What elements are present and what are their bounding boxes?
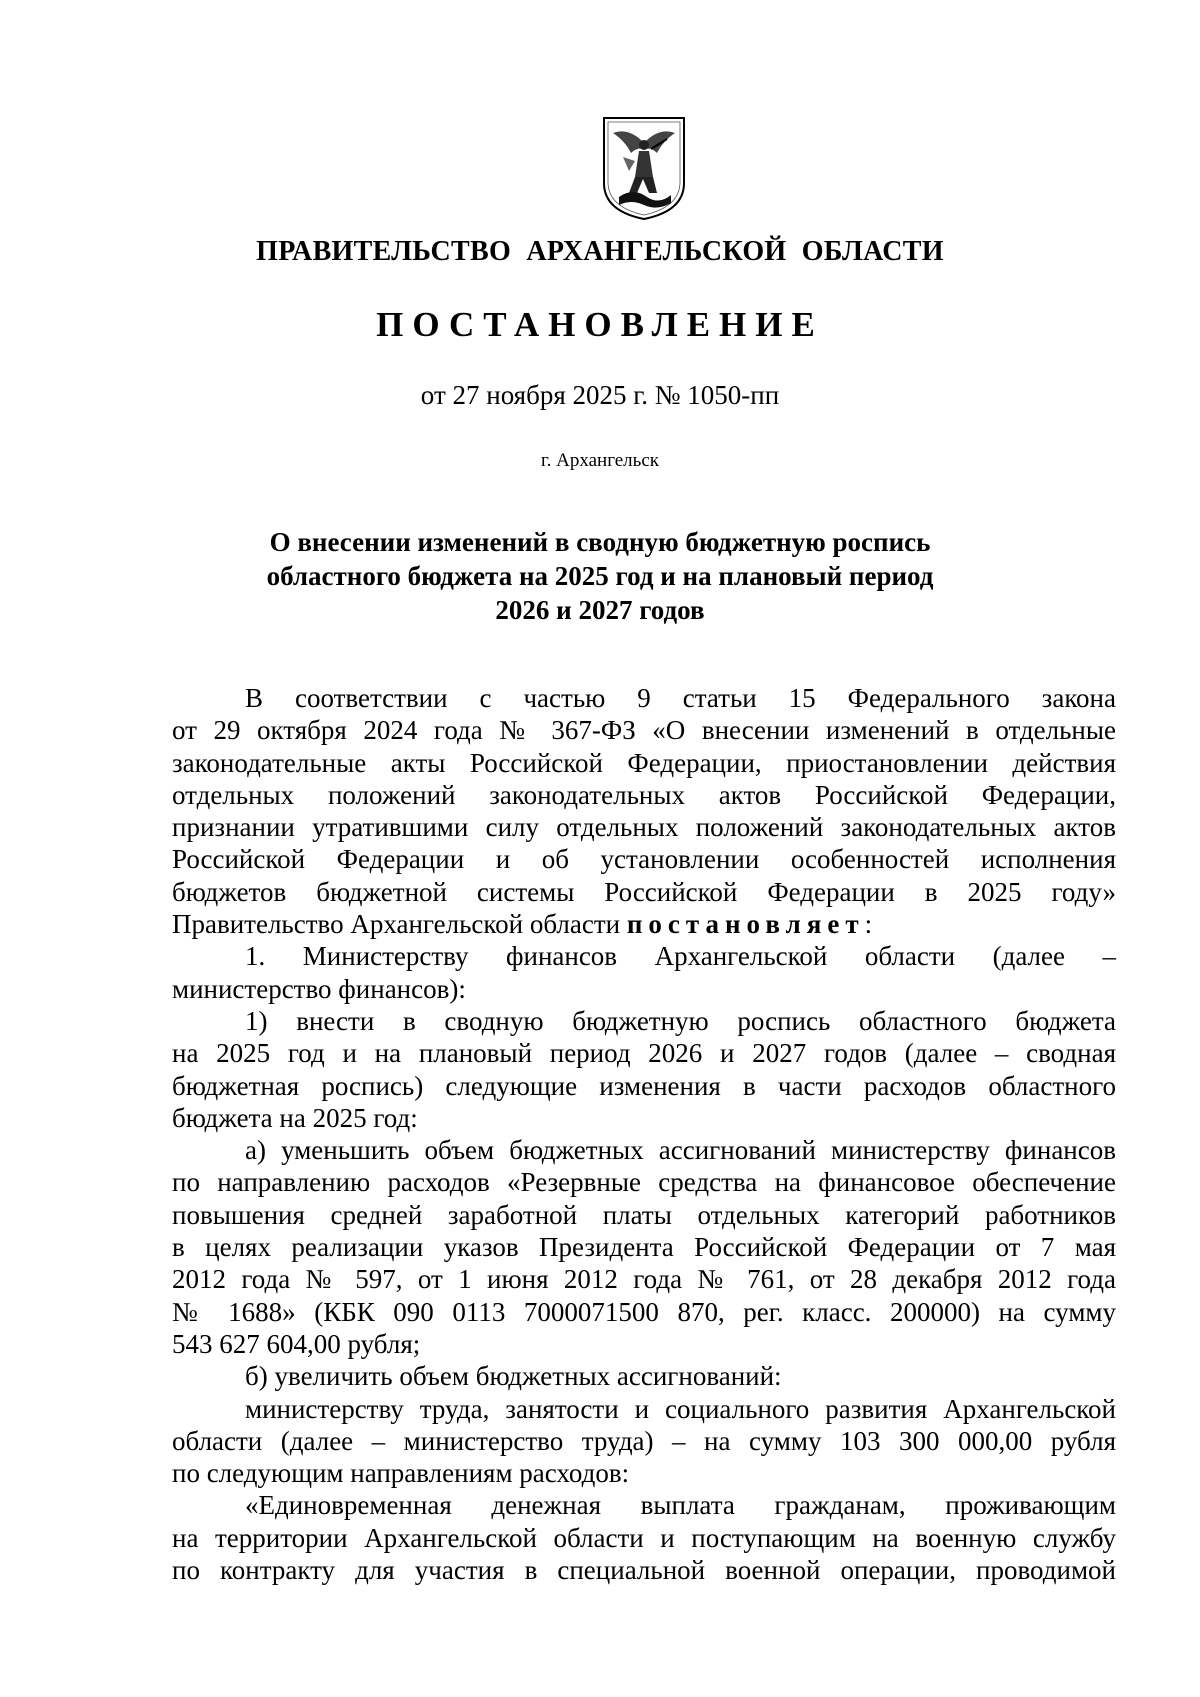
body-line: министерство финансов): [172, 973, 466, 1004]
body-line-text: Правительство Архангельской области [172, 909, 621, 940]
title-line: областного бюджета на 2025 год и на плановый период [266, 561, 934, 591]
document-body [172, 682, 1116, 1586]
organization-name: ПРАВИТЕЛЬСТВО АРХАНГЕЛЬСКОЙ ОБЛАСТИ [256, 236, 944, 267]
body-line: 1. Министерству финансов Архангельской области (далее – [245, 941, 1116, 972]
body-line: № 1688» (КБК 090 0113 7000071500 870, рег. класс. 200000) на сумму [172, 1296, 1116, 1327]
body-line: а) уменьшить объем бюджетных ассигнований министерству финансов [245, 1135, 1116, 1166]
body-line: по контракту для участия в специальной военной операции, проводимой [172, 1555, 1116, 1586]
document-title [0, 525, 1200, 627]
body-line: по направлению расходов «Резервные средства на финансовое обеспечение [172, 1167, 1116, 1198]
document-type: ПОСТАНОВЛЕНИЕ [376, 305, 824, 344]
body-line: В соответствии с частью 9 статьи 15 Федерального закона [245, 683, 1116, 713]
body-line: министерству труда, занятости и социального развития Архангельской [245, 1393, 1116, 1424]
archangel-coat-of-arms-icon [599, 113, 689, 223]
body-line-decree [172, 908, 1116, 940]
body-line: от 29 октября 2024 года № 367-ФЗ «О внесении изменений в отдельные [172, 715, 1116, 746]
body-line: бюджетов бюджетной системы Российской Федерации в 2025 году» [172, 876, 1116, 907]
body-line: законодательные акты Российской Федерации, приостановлении действия [172, 747, 1116, 778]
body-line: на 2025 год и на плановый период 2026 и 2027 годов (далее – сводная [172, 1038, 1116, 1069]
body-line: в целях реализации указов Президента Российской Федерации от 7 мая [172, 1232, 1116, 1263]
body-line: по следующим направлениям расходов: [172, 1458, 630, 1489]
body-line: 1) внести в сводную бюджетную роспись областного бюджета [245, 1005, 1116, 1036]
body-line: Российской Федерации и об установлении особенностей исполнения [172, 844, 1116, 875]
body-line: отдельных положений законодательных актов Российской Федерации, [172, 779, 1116, 810]
body-line: на территории Архангельской области и поступающим на военную службу [172, 1522, 1116, 1553]
title-line: 2026 и 2027 годов [495, 595, 705, 625]
decree-verb: постановляет [626, 909, 865, 940]
body-line: 2012 года № 597, от 1 июня 2012 года № 761, от 28 декабря 2012 года [172, 1264, 1116, 1295]
body-line: области (далее – министерство труда) – на сумму 103 300 000,00 рубля [172, 1425, 1116, 1456]
decree-colon: : [864, 909, 873, 940]
body-line: б) увеличить объем бюджетных ассигнований: [245, 1361, 782, 1392]
body-line: бюджетная роспись) следующие изменения в части расходов областного [172, 1070, 1116, 1101]
body-line: 543 627 604,00 рубля; [172, 1328, 421, 1359]
document-date-number: от 27 ноября 2025 г. № 1050-пп [420, 380, 780, 410]
body-line: бюджета на 2025 год: [172, 1102, 418, 1133]
document-city: г. Архангельск [540, 450, 659, 471]
body-line: признании утратившими силу отдельных положений законодательных актов [172, 812, 1116, 843]
title-line: О внесении изменений в сводную бюджетную роспись [269, 527, 931, 557]
body-line: повышения средней заработной платы отдельных категорий работников [172, 1199, 1116, 1230]
body-line: «Единовременная денежная выплата гражданам, проживающим [245, 1490, 1116, 1521]
